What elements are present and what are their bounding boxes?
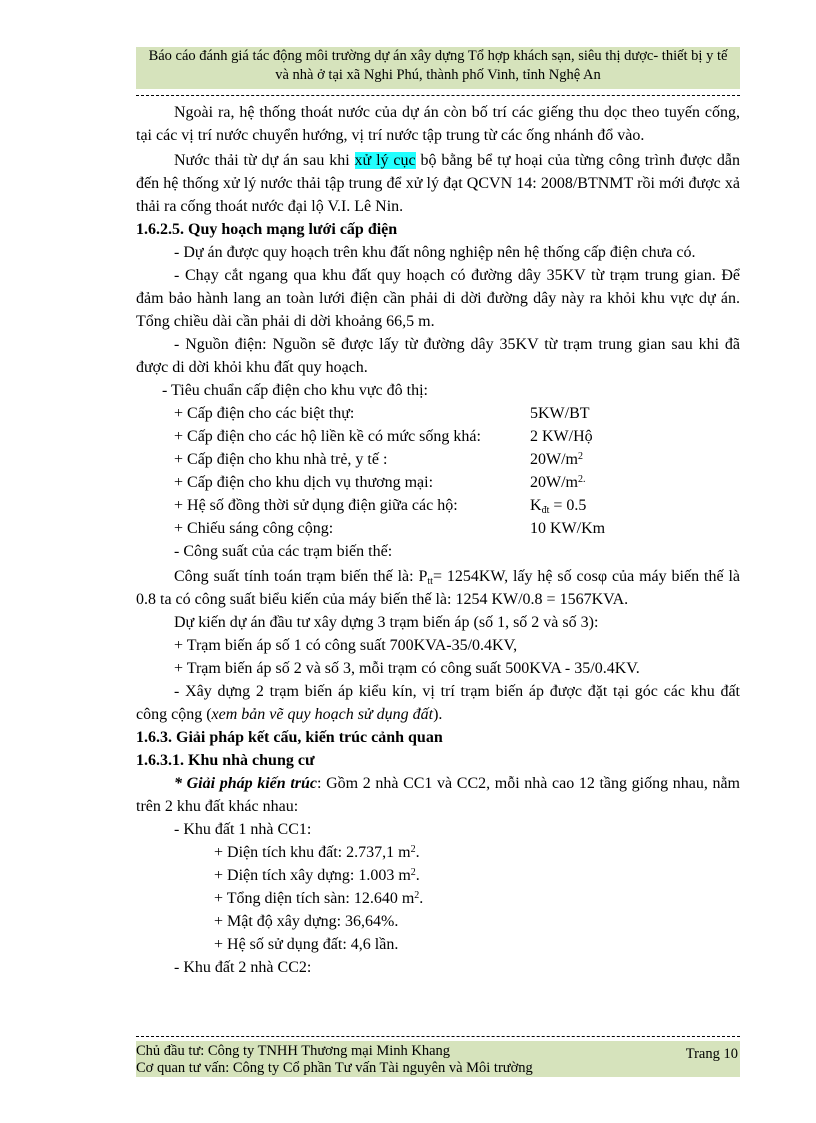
paragraph: - Khu đất 2 nhà CC2: <box>174 959 312 976</box>
list-item: + Diện tích xây dựng: 1.003 $m^2$. <box>214 867 420 884</box>
footer-consultant: Cơ quan tư vấn: Công ty Cổ phần Tư vấn Tài nguyên và Môi trường <box>136 1060 533 1076</box>
section-heading-1625: 1.6.2.5. Quy hoạch mạng lưới cấp điện <box>136 221 398 238</box>
list-item: + Mật độ xây dựng: 36,64%. <box>214 913 399 930</box>
paragraph: - Xây dựng 2 trạm biến áp kiểu kín, vị trí trạm biến áp được đặt tại góc các khu đất công cộng (xem bản vẽ quy hoạch sử dụng đất). <box>136 683 740 723</box>
paragraph: Ngoài ra, hệ thống thoát nước của dự án còn bố trí các giếng thu dọc theo tuyến cống, tại các vị trí nước chuyển hướng, vị trí nước tập trung từ các ống nhánh đổ vào. <box>136 104 740 144</box>
paragraph: + Trạm biến áp số 2 và số 3, mỗi trạm có công suất 500KVA - 35/0.4KV. <box>174 660 640 677</box>
header-divider <box>136 95 740 96</box>
document-body <box>136 101 740 979</box>
paragraph: - Tiêu chuẩn cấp điện cho khu vực đô thị: <box>162 382 428 399</box>
paragraph: + Trạm biến áp số 1 có công suất 700KVA-35/0.4KV, <box>174 637 518 654</box>
standard-row: + Hệ số đồng thời sử dụng điện giữa các hộ: $K_{đt} = 0.5$ <box>174 497 587 516</box>
standard-row: + Cấp điện cho khu nhà trẻ, y tế : $20W/m^2$ <box>174 451 583 468</box>
page-footer <box>136 1041 740 1077</box>
list-item: + Diện tích khu đất: 2.737,1 $m^2$. <box>214 844 420 861</box>
standard-row: + Cấp điện cho các biệt thự: 5KW/BT <box>174 405 590 422</box>
paragraph: Nước thải từ dự án sau khi xử lý cục bộ bằng bể tự hoại của từng công trình được dẫn đến hệ thống xử lý nước thải tập trung để xử lý đạt QCVN 14: 2008/BTNMT rồi mới được xả thải ra cống thoát nước đại lộ V.I. Lê Nin. <box>136 152 740 215</box>
paragraph: - Khu đất 1 nhà CC1: <box>174 821 312 838</box>
page-number: Trang 10 <box>685 1046 738 1062</box>
paragraph: - Công suất của các trạm biến thế: <box>174 543 393 560</box>
standard-row: + Chiếu sáng công cộng: 10 KW/Km <box>174 520 606 537</box>
paragraph: Công suất tính toán trạm biến thế là: $P_{tt}= 1254KW$, lấy hệ số cosφ của máy biến thế là 0.8 ta có công suất biểu kiến của máy biến thế là: 1254 KW/0.8 = 1567KVA. <box>136 568 740 608</box>
list-item: + Tổng diện tích sàn: 12.640 $m^2$. <box>214 890 424 907</box>
standard-row: + Cấp điện cho khu dịch vụ thương mại: $20W/m^{2.}$ <box>174 474 586 491</box>
paragraph: - Dự án được quy hoạch trên khu đất nông nghiệp nên hệ thống cấp điện chưa có. <box>174 244 696 261</box>
header-line-1: Báo cáo đánh giá tác động môi trường dự án xây dựng Tổ hợp khách sạn, siêu thị dược- thiết bị y tế <box>148 48 728 64</box>
paragraph: * Giải pháp kiến trúc: Gồm 2 nhà CC1 và CC2, mỗi nhà cao 12 tầng giống nhau, nằm trên 2 khu đất khác nhau: <box>136 775 741 815</box>
highlighted-text: xử lý cục <box>354 152 416 169</box>
paragraph: - Chạy cắt ngang qua khu đất quy hoạch có đường dây 35KV từ trạm trung gian. Để đảm bảo hành lang an toàn lưới điện cần phải di dời đường dây này ra khỏi khu vực dự án. Tổng chiều dài cần phải di dời khoảng 66,5 m. <box>136 267 740 330</box>
list-item: + Hệ số sử dụng đất: 4,6 lần. <box>214 936 399 953</box>
footer-divider <box>136 1036 740 1037</box>
section-heading-1631: 1.6.3.1. Khu nhà chung cư <box>136 752 315 769</box>
page-header <box>136 47 740 89</box>
section-heading-163: 1.6.3. Giải pháp kết cấu, kiến trúc cảnh quan <box>136 729 443 746</box>
paragraph: - Nguồn điện: Nguồn sẽ được lấy từ đường dây 35KV từ trạm trung gian sau khi đã được di dời khỏi khu đất quy hoạch. <box>136 336 740 376</box>
standard-row: + Cấp điện cho các hộ liền kề có mức sống khá: 2 KW/Hộ <box>174 428 593 445</box>
header-line-2: và nhà ở tại xã Nghi Phú, thành phố Vinh, tỉnh Nghệ An <box>275 67 601 83</box>
footer-owner: Chủ đầu tư: Công ty TNHH Thương mại Minh Khang <box>136 1043 451 1059</box>
paragraph: Dự kiến dự án đầu tư xây dựng 3 trạm biến áp (số 1, số 2 và số 3): <box>174 614 599 631</box>
